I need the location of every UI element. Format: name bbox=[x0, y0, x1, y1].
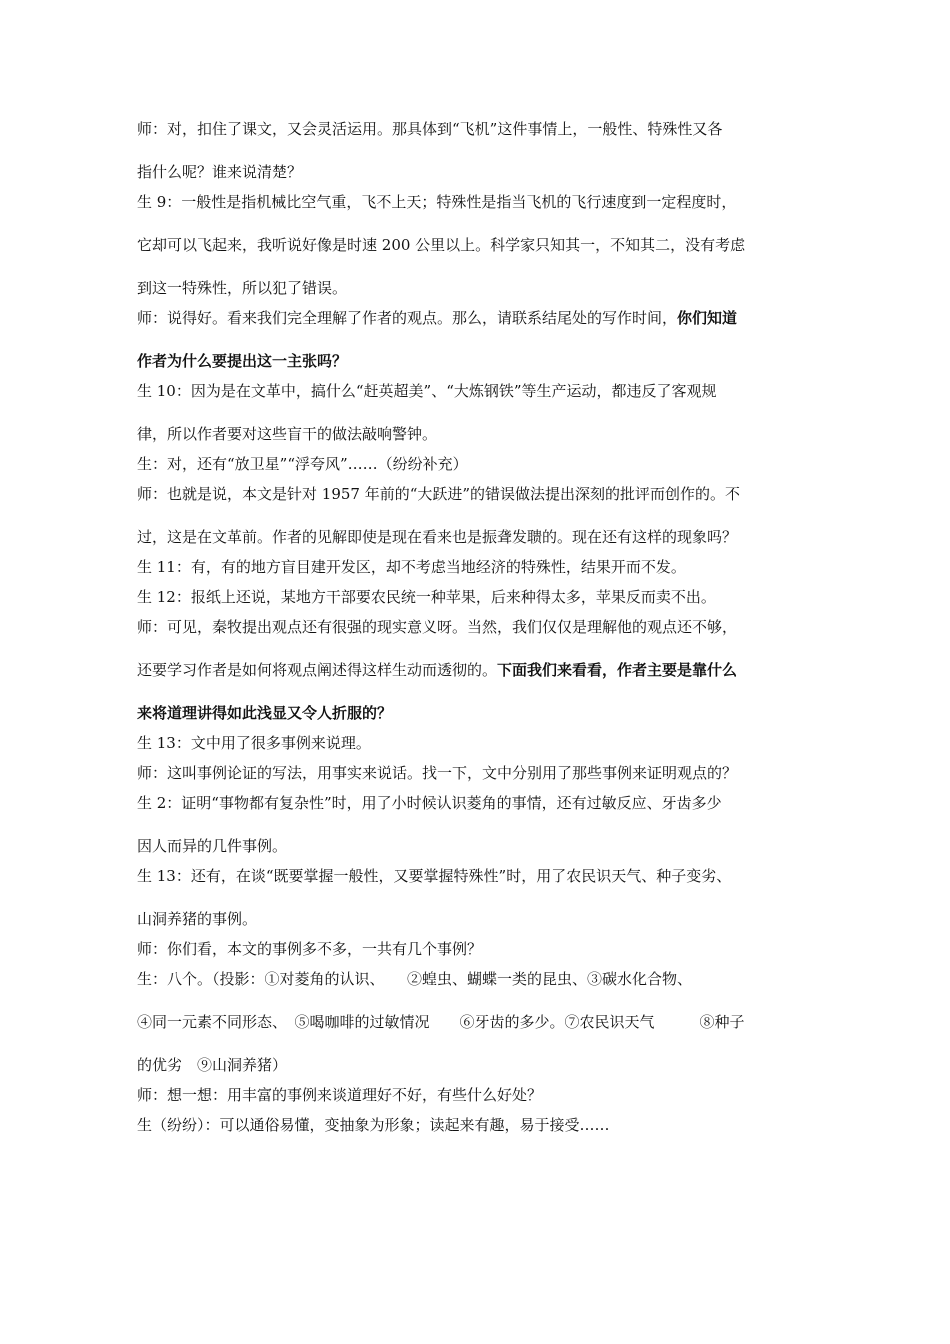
line-text: 还要学习作者是如何将观点阐述得这样生动而透彻的。 bbox=[137, 661, 498, 679]
paragraph-teacher-2 bbox=[137, 307, 813, 372]
line: 生：对，还有“放卫星”“浮夸风”……（纷纷补充） bbox=[137, 455, 468, 473]
line-bold-text: 作者为什么要提出这一主张吗？ bbox=[137, 352, 348, 370]
line: 指什么呢？谁来说清楚？ bbox=[137, 163, 303, 181]
line: 师：你们看，本文的事例多不多，一共有几个事例？ bbox=[137, 940, 483, 958]
line: 生 9：一般性是指机械比空气重，飞不上天；特殊性是指当飞机的飞行速度到一定程度时， bbox=[137, 193, 737, 211]
paragraph-teacher-1 bbox=[137, 118, 813, 183]
paragraph-student-13b bbox=[137, 865, 813, 930]
paragraph-student-11 bbox=[137, 556, 813, 578]
paragraph-student-9 bbox=[137, 191, 813, 299]
paragraph-student-10 bbox=[137, 380, 813, 445]
line: 师：可见，秦牧提出观点还有很强的现实意义呀。当然，我们仅仅是理解他的观点还不够， bbox=[137, 618, 738, 636]
line: 的优劣 ⑨山洞养猪） bbox=[137, 1056, 288, 1074]
line: 生 12：报纸上还说，某地方干部要农民统一种苹果，后来种得太多，苹果反而卖不出。 bbox=[137, 588, 716, 606]
line: 到这一特殊性，所以犯了错误。 bbox=[137, 279, 348, 297]
line: 过，这是在文革前。作者的见解即使是现在看来也是振聋发聩的。现在还有这样的现象吗？ bbox=[137, 528, 738, 546]
paragraph-students-list bbox=[137, 968, 813, 1076]
line-bold-text: 下面我们来看看，作者主要是靠什么 bbox=[497, 661, 738, 679]
document-page bbox=[137, 118, 813, 1136]
line: 律，所以作者要对这些盲干的做法敲响警钟。 bbox=[137, 425, 438, 443]
line: 师：这叫事例论证的写法，用事实来说话。找一下，文中分别用了那些事例来证明观点的？ bbox=[137, 764, 738, 782]
paragraph-student-13 bbox=[137, 732, 813, 754]
line: 因人而异的几件事例。 bbox=[137, 837, 288, 855]
line: ④同一元素不同形态、 ⑤喝咖啡的过敏情况 ⑥牙齿的多少。⑦农民识天气 ⑧种子 bbox=[137, 1013, 745, 1031]
paragraph-student-12 bbox=[137, 586, 813, 608]
line: 生 10：因为是在文革中，搞什么“赶英超美”、“大炼钢铁”等生产运动，都违反了客观规 bbox=[137, 382, 717, 400]
line-text: 师：说得好。看来我们完全理解了作者的观点。那么，请联系结尾处的写作时间， bbox=[137, 309, 678, 327]
paragraph-teacher-3 bbox=[137, 483, 813, 548]
line: 师：对，扣住了课文，又会灵活运用。那具体到“飞机”这件事情上，一般性、特殊性又各 bbox=[137, 120, 723, 138]
line bbox=[137, 659, 813, 681]
line: 山洞养猪的事例。 bbox=[137, 910, 258, 928]
paragraph-teacher-5 bbox=[137, 762, 813, 784]
line bbox=[137, 307, 813, 329]
paragraph-teacher-4 bbox=[137, 616, 813, 724]
line-bold-text: 你们知道 bbox=[677, 309, 738, 327]
line: 生 13：文中用了很多事例来说理。 bbox=[137, 734, 371, 752]
paragraph-students-final bbox=[137, 1114, 813, 1136]
line: 生 2：证明“事物都有复杂性”时，用了小时候认识菱角的事情，还有过敏反应、牙齿多少 bbox=[137, 794, 722, 812]
line: 生 11：有，有的地方盲目建开发区，却不考虑当地经济的特殊性，结果开而不发。 bbox=[137, 558, 686, 576]
line: 它却可以飞起来，我听说好像是时速 200 公里以上。科学家只知其一，不知其二，没有考虑 bbox=[137, 236, 746, 254]
line: 生：八个。（投影：①对菱角的认识、 ②蝗虫、蝴蝶一类的昆虫、③碳水化合物、 bbox=[137, 970, 693, 988]
line-bold-text: 来将道理讲得如此浅显又令人折服的？ bbox=[137, 704, 393, 722]
line: 生（纷纷）：可以通俗易懂，变抽象为形象；读起来有趣，易于接受…… bbox=[137, 1116, 610, 1134]
line: 生 13：还有，在谈“既要掌握一般性，又要掌握特殊性”时，用了农民识天气、种子变劣、 bbox=[137, 867, 732, 885]
paragraph-student-2 bbox=[137, 792, 813, 857]
paragraph-teacher-6 bbox=[137, 938, 813, 960]
paragraph-students bbox=[137, 453, 813, 475]
line: 师：也就是说，本文是针对 1957 年前的“大跃进”的错误做法提出深刻的批评而创作的。不 bbox=[137, 485, 741, 503]
line: 师：想一想：用丰富的事例来谈道理好不好，有些什么好处？ bbox=[137, 1086, 543, 1104]
paragraph-teacher-7 bbox=[137, 1084, 813, 1106]
